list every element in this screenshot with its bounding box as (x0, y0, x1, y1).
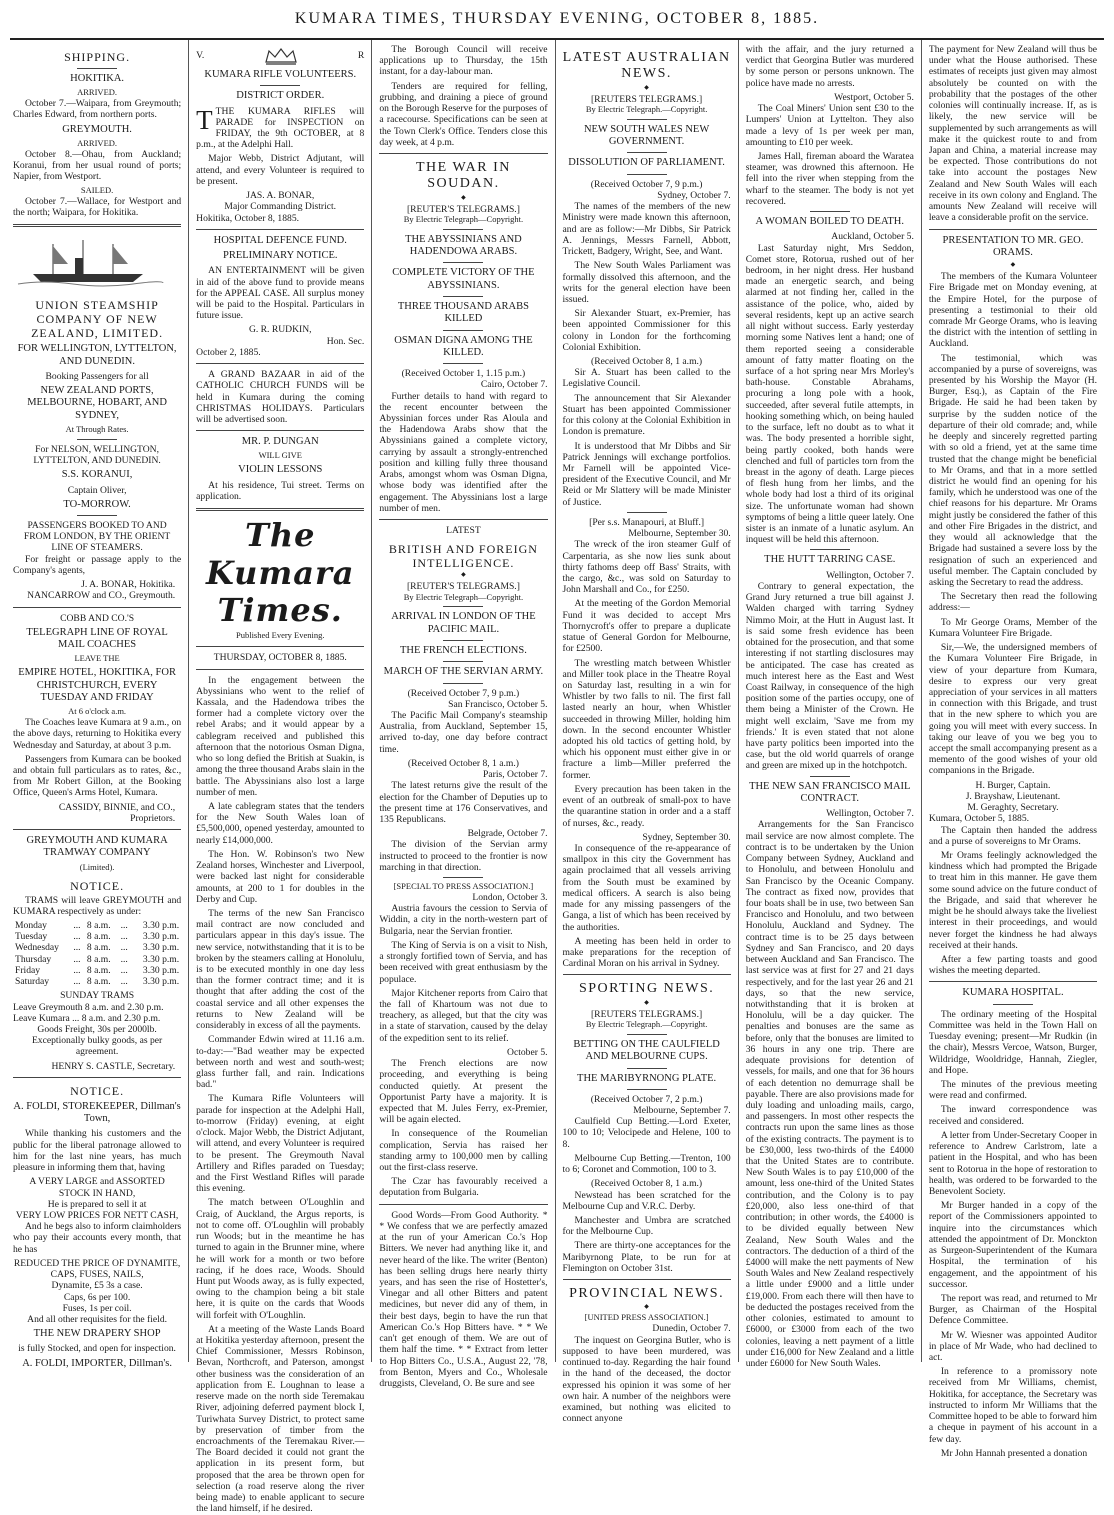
news-paragraph: In consequence of the re-appearance of smallpox in this city the Government has again proclaimed that all vessels arriving from the South must be examined by medical officers. A search is also being made for any missing passengers of the Ganga, a list of which has been received by the authorities. (562, 843, 731, 933)
tram-cell: ... (73, 931, 81, 943)
foldi-sell: He is prepared to sell it at (47, 1198, 147, 1210)
tram-row (13, 965, 181, 976)
news-paragraph: Major Kitchener reports from Cairo that the fall of Khartoum was not due to treachery, as alleged, but that the city was in a state of starvation, caused by the delay of the expedition sent to its relief. (379, 987, 548, 1044)
news-paragraph: Contrary to general expectation, the Grand Jury returned a true bill against J. Walden charged with tarring Sydney Nimmo Moir, at the Hutt in August last. It is said some fresh evidence has been obtained for the prosecution, and that some interesting if not startling disclosures may be anticipated. The case has created as much interest here as the East and West Coast Railway, in consequence of the high position some of the parties occupy, one of them being a Minister of the Crown. He might well exclaim, 'Save me from my friends.' It is even stated that not alone have party politics been imported into the case, but the old world quarrels of orange and green are mixed up in the hotchpotch. (745, 580, 914, 772)
union-route-2: For NELSON, WELLINGTON, LYTTELTON, AND DUNEDIN. (33, 443, 161, 467)
received-line: (Received October 1, 1.15 p.m.) (401, 368, 526, 380)
tram-cell: 8 a.m. (86, 931, 111, 943)
tram-goods: Goods Freight, 30s per 2000lb. Exceptionally bulky goods, as per agreement. (31, 1023, 163, 1058)
foldi-prices: VERY LOW PRICES FOR NETT CASH, (15, 1209, 179, 1221)
hokitika-heading: HOKITIKA. (70, 73, 125, 85)
news-paragraph: Melbourne Cup Betting.—Trenton, 100 to 6; Coronet and Commotion, 100 to 3. (562, 1152, 731, 1176)
address-date: Kumara, October 5, 1885. (928, 813, 1030, 825)
union-departure: TO-MORROW. (63, 498, 131, 510)
union-ports: NEW ZEALAND PORTS, MELBOURNE, HOBART, AND SYDNEY, (27, 385, 167, 421)
news-paragraph: Manchester and Umbra are scratched for the Melbourne Cup. (562, 1215, 731, 1238)
news-paragraph: The latest returns give the result of the election for the Chamber of Deputies up to the present time at 176 Conservatives, and 135 Republicans. (379, 780, 548, 825)
foldi-signature: A. FOLDI, IMPORTER, Dillman's. (22, 1357, 172, 1369)
latest-australian-heading: LATEST AUSTRALIAN NEWS. (562, 50, 731, 82)
union-route: FOR WELLINGTON, LYTTELTON, AND DUNEDIN. (17, 343, 177, 367)
tramway-limited: (Limited). (79, 861, 115, 872)
dateline: October 5. (507, 1046, 548, 1058)
dateline: Wellington, October 7. (826, 808, 914, 820)
latest-copyright: By Electric Telegraph—Copyright. (403, 591, 524, 602)
tram-cell: 8 a.m. (86, 920, 111, 931)
news-paragraph: Arrangements for the San Francisco mail service are now almost complete. The contract is to be undertaken by the Union Company between Sydney, Auckland and to Honolulu, and between Honolulu and San Francisco by the Oceanic Company. The contract as fixed now, provides that four boats shall be in use, two between San Francisco and Honolulu, and two between Honolulu, Auckland and Sydney. The contract time is to be 25 days between Sydney and San Francisco, and 20 days between Auckland and San Francisco. The last service was at first for 27 and 21 days respectively, and for the last year 26 and 21 days, so that the new service, notwithstanding that it is broken at Honolulu, will be a day quicker. The penalties and bonuses are the same as before, only that the bonuses are limited to 36 hours in any one trip. There are adequate provisions for detention of vessels, for mails, and one that for 36 hours of each detention no demurrage shall be payable. There are also provisions made for duly loading and unloading mails, cargo, and passengers. In most other respects the contracts run upon the same lines as those of the existing contracts. The payment is to be £30,000, less two-thirds of the £4000 that the United States are to contribute. New South Wales is to pay £10,000 of the amount, less one-third of the United States contribution, and the Colony is to pay £20,000, also less one-third of that contribution; in other words, the £4000 is to be divided equally between New Zealand, New South Wales and the contractors. The deduction of a third of the £4000 will make the nett payments of New South Wales and New Zealand respectively a little under £9000 and a little under £19,000. From each there will then have to be deducted the postages received from the other colonies, estimated to amount to £6000, or £3000 from each of the two colonies, leaving a nett payment of a little under £16,000 for New Zealand and a little under £6000 for New South Wales. (745, 819, 914, 1369)
tram-cell: ... (73, 953, 81, 965)
sailed-label: SAILED. (80, 184, 114, 195)
krv-heading: KUMARA RIFLE VOLUNTEERS. (204, 69, 357, 80)
news-paragraph: Mr W. Wiesner was appointed Auditor in place of Mr Wade, who had declined to act. (928, 1329, 1098, 1364)
greymouth-arrivals: October 8.—Ohau, from Auckland; Koranui, from her usual round of ports; Napier, from Westport. (13, 148, 182, 183)
news-paragraph: Austria favours the cession to Servia of Widdin, a city in the north-western part of Bulgaria, near the Servian frontier. (379, 903, 548, 937)
tram-cell: 8 a.m. (86, 953, 111, 965)
tram-row (13, 931, 181, 942)
cobb-proprietors: CASSIDY, BINNIE, and CO., Proprietors. (58, 801, 176, 824)
latest-source: [REUTER'S TELEGRAMS.] (406, 581, 520, 593)
foldi-stock: A VERY LARGE and ASSORTED STOCK IN HAND, (29, 1176, 165, 1199)
foldi-drapery-text: is fully Stocked, and open for inspection. (18, 1343, 176, 1355)
news-paragraph: Last Saturday night, Mrs Seddon, Comet store, Rotorua, rushed out of her bedroom, in her night dress. Her husband made an energetic search, and being alarmed at not finding her, called in the assistance of the police, who, aided by several residents, kept up an active search all night without success. Early yesterday morning some Natives lent a hand; one of them reported seeing a considerable amount of fatty matter floating on the surface of a hot spring near Mrs Morley's bath-house. Constable Abrahams, procuring a long pole with a hook, succeeded, after several futile attempts, in hooking something which, on being hauled to the surface, left no doubt as to what it was. The body presented a horrible sight, being partly cooked, both hands were clenched and full of particles torn from the breast in the agony of death. Large pieces of flesh hung from her limbs, and the whole body had lost a third of its original size. The unfortunate woman had shown symptoms of being a little queer lately. One sister is an inmate of a lunatic asylum. An inquest will be held this afternoon. (745, 242, 914, 546)
vr-crest (196, 46, 364, 66)
signatory: M. Geraghty, Secretary. (967, 802, 1059, 814)
hdf-signature: G. R. RUDKIN, (248, 324, 312, 336)
hop-bitters-advert: Good Words—From Good Authority. * * We confess that we are perfectly amazed at the run of your American Co.'s Hop Bitters. We never had anything like it, and never heard of the like. The writer (Benton) has been selling drugs here nearly thirty years, and has seen the rise of Hostetter's, Vinegar and all other Bitters and patent medicines, but never did any of them, in their best days, begin to have the run that American Co.'s Hop Bitters have. * * We can't get enough of them. We are out of them half the time. * * Extract from letter to Hop Bitters Co., U.S.A., August 22, '78, from Benton, Myers and Co., Wholesale druggists, Cleveland, O. Be sure and see (379, 1209, 548, 1389)
shipping-heading: SHIPPING. (64, 50, 131, 64)
received-line: (Received October 7, 9 p.m.) (407, 687, 520, 699)
war-text: Further details to hand with regard to the recent encounter between the Abyssinian forces under Ras Aloula and the Hadendowa Arabs show that the Abyssinians gained a complete victory, carrying by assault a strongly-entrenched position and killing fully three thousand Arabs, amongst whom was Osman Digna, whose body was identified after the engagement. The Abyssinians lost a large number of men. (379, 390, 548, 514)
violin-lessons: VIOLIN LESSONS (238, 464, 323, 476)
grand-bazaar: A GRAND BAZAAR in aid of the CATHOLIC CHURCH FUNDS will be held in Kumara during the coming CHRISTMAS HOLIDAYS. Particulars will be advertised soon. (196, 369, 365, 425)
news-paragraph: At the meeting of the Gordon Memorial Fund it was decided to accept Mrs Thornycroft's offer to prepare a duplicate statue of General Gordon for Melbourne, for £2500. (562, 598, 731, 655)
news-paragraph: The Pacific Mail Company's steamship Australia, from Auckland, September 15, arrived to-day, one day before contract time. (379, 710, 548, 755)
foldi-drapery: THE NEW DRAPERY SHOP (33, 1328, 161, 1340)
dateline: Belgrade, October 7. (467, 828, 548, 840)
editorial-paragraph: In the engagement between the Abyssinians who went to the relief of Kassala, and the Hadendowa tribes the former had a complete victory over the rebel Arabs; and it would appear by a cablegram received and published this afternoon that the notorious Osman Digna, who so long defied the British at Suakin, is among the three thousand Arabs slain in the battle. The Abyssinians also lost a large number of men. (196, 674, 365, 798)
cobb-route: EMPIRE HOTEL, HOKITIKA, FOR CHRISTCHURCH, EVERY TUESDAY AND FRIDAY (18, 667, 176, 703)
tramway-notice: NOTICE. (70, 878, 125, 893)
dungan-will-give: WILL GIVE (258, 450, 302, 461)
tram-cell: ... (73, 976, 81, 988)
news-paragraph: The wrestling match between Whistler and Miller took place in the Theatre Royal on Saturday last, resulting in a win for Whistler by two falls to nil. The first fall lasted nearly an hour, when Whistler succeeded in throwing Miller, holding him down. In the second encounter Whistler adopted his old tactics of getting hold, by which his opponent must either give in or fracture a limb—Miller preferred the former. (562, 657, 731, 781)
war-source: [REUTER'S TELEGRAMS.] (406, 203, 520, 215)
news-paragraph: It is understood that Mr Dibbs and Sir Patrick Jennings will exchange portfolios. Mr Farnell will be appointed Vice-president of the Executive Council, and Mr Reid or Mr Slattery will be made Minister of Justice. (562, 440, 731, 508)
signatory: H. Burger, Captain. (975, 779, 1051, 791)
news-paragraph: The Secretary then read the following address:— (928, 591, 1098, 614)
dateline: London, October 3. (472, 892, 548, 903)
editorial-paragraph: The terms of the new San Francisco mail contract are now concluded and particulars appear in this day's issue. The new service, notwithstanding that it is to be broken by the steamers calling at Honolulu, is to be executed monthly in one day less than the former contract time; and it is thought that after adding the cost of the coastal service and all other expenses the returns to New Zealand will be considerably in excess of all the payments. (196, 907, 365, 1032)
tram-cell: Monday (15, 920, 47, 931)
krv-date: Hokitika, October 8, 1885. (196, 212, 300, 224)
union-agent-1: J. A. BONAR, Hokitika. (81, 579, 176, 591)
editorial-paragraph: The Kumara Rifle Volunteers will parade for inspection at the Adelphi Hall, to-morrow (Friday) evening, at eight o'clock. Major Webb, the District Adjutant, will attend, and every Volunteer is required to be present. The Greymouth Naval Artillery and Rifles paraded on Tuesday; and the First Westland Rifles will parade this evening. (196, 1093, 365, 1195)
column-1 (10, 40, 188, 1369)
news-paragraph: Sir Alexander Stuart, ex-Premier, has been appointed Commissioner for this colony in London for the forthcoming Colonial Exhibition. (562, 308, 731, 353)
news-paragraph: James Hall, fireman aboard the Waratea steamer, was drowned this afternoon. He fell into the river when stepping from the wharf to the steamer. The body is not yet recovered. (745, 150, 914, 207)
masthead: KUMARA TIMES, THURSDAY EVENING, OCTOBER 8, 1885. (294, 10, 820, 27)
presentation-heading: PRESENTATION TO MR. GEO. ORAMS. (942, 234, 1084, 258)
sporting-news-heading: SPORTING NEWS. (578, 981, 715, 997)
foldi-caps: Caps, 6s per 100. (63, 1291, 131, 1303)
war-subheading: THREE THOUSAND ARABS KILLED (397, 301, 529, 325)
tram-cell: Saturday (15, 976, 50, 988)
tram-row (13, 954, 181, 965)
maribyrnong-heading: THE MARIBYRNONG PLATE. (577, 1072, 717, 1084)
dateline: Dunedin, October 7. (652, 1323, 731, 1335)
dateline: Melbourne, September 7. (633, 1105, 731, 1117)
tram-cell: 3.30 p.m. (142, 953, 180, 965)
crest-letter-r: R (357, 50, 365, 62)
news-paragraph: The inward correspondence was received and considered. (928, 1104, 1098, 1127)
tram-cell: 3.30 p.m. (142, 920, 180, 931)
news-paragraph: The New South Wales Parliament was formally dissolved this afternoon, and the writs for the general election have been issued. (562, 260, 731, 305)
tram-cell: ... (73, 964, 81, 976)
foldi-requisites: And all other requisites for the field. (27, 1313, 168, 1325)
sunday-trams-heading: SUNDAY TRAMS (60, 990, 135, 1002)
foldi-notice: NOTICE. (70, 1083, 125, 1098)
borough-council-notice: The Borough Council will receive applications up to Thursday, the 15th instant, for a day-labour man. (379, 44, 548, 78)
union-apply: For freight or passage apply to the Company's agents, (13, 553, 182, 576)
issue-date: THURSDAY, OCTOBER 8, 1885. (213, 652, 347, 664)
news-paragraph: The minutes of the previous meeting were read and confirmed. (928, 1079, 1098, 1102)
la-source: [REUTERS TELEGRAMS.] (590, 93, 703, 105)
news-paragraph: Sir A. Stuart has been called to the Legislative Council. (562, 367, 731, 390)
received-line: (Received October 7, 2 p.m.) (590, 1093, 703, 1105)
union-london: PASSENGERS BOOKED TO AND FROM LONDON, BY THE ORIENT LINE OF STEAMERS. (23, 520, 171, 554)
tram-row (13, 942, 181, 953)
hdf-date: October 2, 1885. (196, 346, 261, 358)
editorial-paragraph: The match between O'Loughlin and Craig, of Auckland, the Argus reports, is not to come off. O'Loughlin will probably run Woods; but in the meantime he has turned to again in the Brunner mine, where he will work for a month or two before racing, if he does race, Woods. Should Hunt put Woods away, as is fully expected, owing to the champion being a bit stale here, it is quite on the cards that Woods will forfeit with O'Loughlin. (196, 1197, 365, 1321)
foldi-reduced: REDUCED THE PRICE OF DYNAMITE, CAPS, FUSES, NAILS, (13, 1257, 181, 1281)
received-line: (Received October 8, 1 a.m.) (407, 757, 519, 769)
foreign-intelligence-heading: BRITISH AND FOREIGN INTELLIGENCE. (388, 542, 538, 571)
war-subheading: OSMAN DIGNA AMONG THE KILLED. (394, 334, 533, 358)
news-paragraph: The inquest on Georgina Butler, who is supposed to have been murdered, was continued to-day. Regarding the hair found in the hand of the deceased, the doctor expressed his opinion it was some of her own hair. A number of the neighbors were examined, but nothing was elicited to connect anyone (562, 1334, 731, 1425)
greymouth-heading: GREYMOUTH. (62, 123, 132, 135)
signatory: J. Brayshaw, Lieutenant. (965, 790, 1061, 802)
tram-cell: ... (120, 920, 128, 931)
foldi-text: While thanking his customers and the public for the liberal patronage allowed to him for the last nine years, has much pleasure in informing them that, having (13, 1128, 182, 1174)
tram-timetable (13, 920, 181, 987)
columns (10, 38, 1104, 1515)
tram-cell: 8 a.m. (86, 942, 111, 954)
editorial-paragraph: Commander Edwin wired at 11.16 a.m. to-day:—"Bad weather may be expected between north and west and south-west; glass further fall, and rain. Indications bad." (196, 1034, 365, 1091)
dateline: Wellington, October 7. (826, 569, 914, 581)
arrived-label: ARRIVED. (77, 87, 118, 98)
news-paragraph: Mr John Hannah presented a donation (940, 1447, 1088, 1459)
steamship-illustration (13, 236, 163, 286)
column-3: The Borough Council will receive applications up to Thursday, the 15th instant, for a day-labour man. Tenders are required for felling, grubbing, and draining a piece of ground on the Borough Reserve for the purposes of a racecourse. Specifications can be seen at the Town Clerk's Office. Tenders close this day week, at 4 p.m. THE WAR IN SOUDAN. ◆ [REUTER'S TELEGRAMS.] By Electric Telegraph—Copyright. THE ABYSSINIANS AND HADENDOWA ARABS. COMPLETE VICTORY OF THE ABYSSINIANS. THREE THOUSAND ARABS KILLED OSMAN DIGNA AMONG THE KILLED. (Received October 1, 1.15 p.m.) Cairo, October 7. Further details to hand with regard to the recent encounter between the Abyssinian forces under Ras Aloula and the Hadendowa Arabs show that the Abyssinians gained a complete victory, carrying by assault a strongly-entrenched position and killing fully three thousand Arabs, amongst whom was Osman Digna, whose body was identified after the engagement. The Abyssinians lost a large number of men. LATEST BRITISH AND FOREIGN INTELLIGENCE. ◆ [REUTER'S TELEGRAMS.] By Electric Telegraph—Copyright. ARRIVAL IN LONDON OF THE PACIFIC MAIL. THE FRENCH ELECTIONS. MARCH OF THE SERVIAN ARMY. (Received October 7, 9 p.m.) San Francisco, October 5. The Pacific Mail Company's steamship Australia, from Auckland, September 15, arrived to-day, one day before contract time. (Received October 8, 1 a.m.) Paris, October 7. The latest returns give the result of the election for the Chamber of Deputies up to the present time at 176 Conservatives, and 135 Republicans. Belgrade, October 7. The division of the Servian army instructed to proceed to the frontier is now marching in that direction. [SPECIAL TO PRESS ASSOCIATION.] London, October 3. Austria favours the cession to Servia of Widdin, a city in the north-western part of Bulgaria, near the Servian frontier. The King of Servia is on a visit to Nish, a strongly fortified town of Servia, and has been received with great enthusiasm by the populace. Major Kitchener reports from Cairo that the fall of Khartoum was not due to treachery, as alleged, but that the city was in a state of starvation, caused by the delay of the expedition sent to its relief. October 5. The French elections are now proceeding, and everything is being conducted quietly. At present the Opportunist Party have a majority. It is expected that M. Jules Ferry, ex-Premier, will be again elected. In consequence of the Roumelian complication, Servia has raised her standing army to 100,000 men by calling out the first-class reserve. The Czar has favourably received a deputation from Bulgaria. Good Words—From Good Authority. * * We confess that we are perfectly amazed at the run of your American Co.'s Hop Bitters. We never had anything like it, and never heard of the like. The writer (Benton) has been selling drugs here nearly thirty years, and has seen the rise of Hostetter's, Vinegar and all other Bitters and patent medicines, but never did any of them, in their best days, begin to have the run that American Co.'s Hop Bitters have. * * We can't get enough of them. We are out of them half the time. * * Extract from letter to Hop Bitters Co., U.S.A., August 22, '78, from Benton, Myers and Co., Wholesale druggists, Cleveland, O. Be sure and see (371, 40, 554, 1362)
sp-source: [REUTERS TELEGRAMS.] (590, 1008, 703, 1020)
news-paragraph: Every precaution has been taken in the event of an outbreak of small-pox to have the quarantine station in order and a a staff of nurses, &c., ready. (562, 783, 731, 829)
tram-cell: ... (120, 964, 128, 976)
hokitika-arrivals: October 7.—Waipara, from Greymouth; Charles Edward, from northern ports. (13, 98, 182, 121)
sunday-tram-2: Leave Kumara ... 8 a.m. and 2.30 p.m. (13, 1012, 161, 1024)
union-captain: Captain Oliver, (67, 484, 127, 496)
crest-letter-v: V. (196, 50, 205, 62)
mail-contract-heading: THE NEW SAN FRANCISCO MAIL CONTRACT. (749, 780, 911, 804)
tram-cell: ... (120, 942, 128, 954)
tram-cell: ... (73, 920, 81, 931)
crown-icon (261, 46, 301, 66)
news-paragraph: A meeting has been held in order to make preparations for the reception of Cardinal Moran on his arrival in Sydney. (562, 935, 731, 970)
foldi-heading: A. FOLDI, STOREKEEPER, Dillman's Town, (13, 1100, 181, 1125)
betting-heading: BETTING ON THE CAULFIELD AND MELBOURNE CUPS. (573, 1038, 720, 1063)
tram-cell: 3.30 p.m. (142, 976, 180, 988)
union-ship: S.S. KORANUI, (61, 469, 133, 481)
news-paragraph: In consequence of the Roumelian complication, Servia has raised her standing army to 100,000 men by calling out the first-class reserve. (379, 1128, 548, 1174)
dateline: Paris, October 7. (483, 769, 548, 781)
war-heading: THE WAR IN SOUDAN. (416, 159, 511, 192)
french-elections-heading: THE FRENCH ELECTIONS. (399, 645, 527, 656)
received-line: (Received October 7, 9 p.m.) (590, 178, 703, 190)
tram-cell: 3.30 p.m. (142, 931, 180, 943)
news-paragraph: The members of the Kumara Volunteer Fire Brigade met on Monday evening, at the Empire Hotel, for the purpose of presenting a testimonial to their old comrade Mr George Orams, who is leaving the district with the intention of settling in Auckland. (928, 271, 1098, 350)
news-paragraph: After a few parting toasts and good wishes the meeting departed. (928, 953, 1098, 977)
tram-cell: Wednesday (15, 942, 59, 954)
krv-order-2: Major Webb, District Adjutant, will attend, and every Volunteer is required to be present. (196, 153, 365, 187)
foldi-fuses: Fuses, 1s per coil. (62, 1302, 132, 1314)
war-subheading: THE ABYSSINIANS AND HADENDOWA ARABS. (405, 233, 522, 258)
tram-cell: ... (120, 976, 128, 988)
tram-secretary: HENRY S. CASTLE, Secretary. (51, 1060, 176, 1072)
dissolution-heading: DISSOLUTION OF PARLIAMENT. (568, 157, 725, 169)
tram-row (13, 920, 181, 931)
krv-order-text: THE KUMARA RIFLES will PARADE for INSPECTION on FRIDAY, the 9th OCTOBER, at 8 p.m., at the Adelphi Hall. (196, 105, 365, 151)
news-paragraph: The wreck of the iron steamer Gulf of Carpentaria, as she now lies sunk about thirty fathoms deep off Bass' Straits, with the cargo, &c., was sold on Saturday to John Marshall and Co., for £250. (562, 539, 731, 596)
press-association-source: [SPECIAL TO PRESS ASSOCIATION.] (393, 881, 534, 892)
tram-row (13, 976, 181, 987)
tram-cell: Thursday (15, 953, 52, 965)
tramway-heading: GREYMOUTH AND KUMARA TRAMWAY COMPANY (26, 835, 168, 859)
dungan-heading: MR. P. DUNGAN (241, 436, 319, 448)
news-paragraph: The announcement that Sir Alexander Stuart has been appointed Commissioner for this colony at the Colonial Exhibition in London is premature. (562, 392, 731, 438)
news-paragraph: The Czar has favourably received a deputation from Bulgaria. (379, 1176, 548, 1199)
tram-cell: 8 a.m. (86, 964, 111, 976)
dateline: Melbourne, September 30. (628, 528, 731, 540)
news-paragraph: There are thirty-one acceptances for the Maribyrnong Plate, to be run for at Flemington on October 31st. (562, 1240, 731, 1274)
dateline: Sydney, October 7. (657, 189, 731, 201)
la-copyright: By Electric Telegraph.—Copyright. (585, 103, 708, 114)
column-6: The payment for New Zealand will thus be under what the House authorised. These estimates of receipts just given may almost absolutely be counted on with the probability that the postages of the other colonies will continually increase. If, as is likely, the new service will be supplemented by such arrangements as will make it the quickest route to and from Japan and China, a material increase may be expected. Those contributions do not take into account the postages New Zealand and New South Wales will each receive in its own colony and England. The amounts New Zealand will receive will leave a considerable profit on the service. PRESENTATION TO MR. GEO. ORAMS. ◆ The members of the Kumara Volunteer Fire Brigade met on Monday evening, at the Empire Hotel, for the purpose of presenting a testimonial to their old comrade Mr George Orams, who is leaving the district with the intention of settling in Auckland. The testimonial, which was accompanied by a purse of sovereigns, was presented by his Worship the Mayor (H. Burger, Esq.), as Captain of the Fire Brigade. He said he had been taken by surprise by the sudden notice of the departure of their old comrade; and, while he deeply and sincerely regretted parting with so old a friend, yet at the same time trusted that the change might be beneficial to Mr Orams, and that in a more settled district he would find an opening for his family, which he understood was one of the chief reasons for his departure. Mr Orams might justly be considered the father of this and other Fire Brigades in the district, and they would all acknowledge that the Brigade had sustained a severe loss by the resignation of such an experienced and useful member. The Captain concluded by asking the Secretary to read the address. The Secretary then read the following address:— To Mr George Orams, Member of the Kumara Volunteer Fire Brigade. Sir,—We, the undersigned members of the Kumara Volunteer Fire Brigade, in view of your departure from Kumara, desire to express our very great appreciation of your services in all matters in connection with this Brigade, and trust that in the new sphere to which you are going you will meet with every success. In taking our leave of you we beg you to accept the small accompanying present as a memento of the good wishes of your old companions in the Brigade. H. Burger, Captain. J. Brayshaw, Lieutenant. M. Geraghty, Secretary. Kumara, October 5, 1885. The Captain then handed the address and a purse of sovereigns to Mr Orams. Mr Orams feelingly acknowledged the kindness which had prompted the Brigade to treat him in this manner. He gave them some sound advice on the future conduct of the Brigade, and said that wherever he might be he should always take the liveliest interest in their proceedings, and would never forget the kindness he had always received at their hands. After a few parting toasts and good wishes the meeting departed. KUMARA HOSPITAL. The ordinary meeting of the Hospital Committee was held in the Town Hall on Tuesday evening; present—Mr Rudkin (in the chair), Messrs Vercoe, Watson, Burger, Wildridge, Wooldridge, Hannah, Ziegler, and Hope. The minutes of the previous meeting were read and confirmed. The inward correspondence was received and considered. A letter from Under-Secretary Cooper in reference to Andrew Carlstrom, late a patient in the Hospital, and who has been sent to Rotorua in the hope of restoration to health, was ordered to be forwarded to the Benevolent Society. Mr Burger handed in a copy of the report of the Commissioners appointed to inquire into the circumstances which attended the appointment of Dr. Monckton as Surgeon-Superintendent of the Kumara Hospital, the termination of his engagement, and the appointment of his successor. The report was read, and returned to Mr Burger, as Chairman of the Hospital Defence Committee. Mr W. Wiesner was appointed Auditor in place of Mr Wade, who had declined to act. In reference to a promissory note received from Mr Williams, chemist, Hokitika, for acceptance, the Secretary was instructed to inform Mr Williams that the Committee hoped to be able to forward him a cheque in payment of his account in a few day. Mr John Hannah presented a donation (921, 40, 1104, 1362)
greymouth-sailings: October 7.—Wallace, for Westport and the north; Waipara, for Hokitika. (13, 195, 182, 218)
war-copyright: By Electric Telegraph—Copyright. (403, 213, 524, 224)
news-paragraph: The report was read, and returned to Mr Burger, as Chairman of the Hospital Defence Committee. (928, 1292, 1098, 1327)
union-agent-2: NANCARROW and CO., Greymouth. (27, 590, 176, 602)
union-rates: At Through Rates. (65, 423, 129, 434)
news-paragraph: The ordinary meeting of the Hospital Committee was held in the Town Hall on Tuesday evening; present—Mr Rudkin (in the chair), Messrs Vercoe, Watson, Burger, Wildridge, Wooldridge, Hannah, Ziegler, and Hope. (928, 1008, 1098, 1076)
column-4: LATEST AUSTRALIAN NEWS. ◆ [REUTERS TELEGRAMS.] By Electric Telegraph.—Copyright. NEW SOUTH WALES NEW GOVERNMENT. DISSOLUTION OF PARLIAMENT. (Received October 7, 9 p.m.) Sydney, October 7. The names of the members of the new Ministry were made known this afternoon, and are as follow:—Mr Dibbs, Sir Patrick A. Jennings, Messrs Farnell, Abbott, Trickett, Badgery, Wright, See, and Want. The New South Wales Parliament was formally dissolved this afternoon, and the writs for the general election have been issued. Sir Alexander Stuart, ex-Premier, has been appointed Commissioner for this colony in London for the forthcoming Colonial Exhibition. (Received October 8, 1 a.m.) Sir A. Stuart has been called to the Legislative Council. The announcement that Sir Alexander Stuart has been appointed Commissioner for this colony at the Colonial Exhibition in London is premature. It is understood that Mr Dibbs and Sir Patrick Jennings will exchange portfolios. Mr Farnell will be appointed Vice-president of the Executive Council, and Mr Reid or Mr Slattery will be made Minister of Justice. [Per s.s. Manapouri, at Bluff.] Melbourne, September 30. The wreck of the iron steamer Gulf of Carpentaria, as she now lies sunk about thirty fathoms deep off Bass' Straits, with the cargo, &c., was sold on Saturday to John Marshall and Co., for £250. At the meeting of the Gordon Memorial Fund it was decided to accept Mrs Thornycroft's offer to prepare a duplicate statue of General Gordon for Melbourne, for £2500. The wrestling match between Whistler and Miller took place in the Theatre Royal on Saturday last, resulting in a win for Whistler by two falls to nil. The first fall lasted nearly an hour, when Whistler succeeded in throwing Miller, holding him down. In the second encounter Whistler adopted his old tactics of getting hold, by which his opponent must either give in or fracture a limb—Miller preferred the former. Every precaution has been taken in the event of an outbreak of small-pox to have the quarantine station in order and a a staff of nurses, &c., ready. Sydney, September 30. In consequence of the re-appearance of smallpox in this city the Government has again proclaimed that all vessels arriving from the South must be examined by medical officers. A search is also being made for any missing passengers of the Ganga, a list of which has been received by the authorities. A meeting has been held in order to make preparations for the reception of Cardinal Moran on his arrival in Sydney. SPORTING NEWS. ◆ [REUTERS TELEGRAMS.] By Electric Telegraph.—Copyright. BETTING ON THE CAULFIELD AND MELBOURNE CUPS. THE MARIBYRNONG PLATE. (Received October 7, 2 p.m.) Melbourne, September 7. Caulfield Cup Betting.—Lord Exeter, 100 to 10; Velocipede and Helene, 100 to 8. Melbourne Cup Betting.—Trenton, 100 to 6; Coronet and Commotion, 100 to 3. (Received October 8, 1 a.m.) Newstead has been scratched for the Melbourne Cup and V.R.C. Derby. Manchester and Umbra are scratched for the Melbourne Cup. There are thirty-one acceptances for the Maribyrnong Plate, to be run for at Flemington on October 31st. PROVINCIAL NEWS. ◆ [UNITED PRESS ASSOCIATION.] Dunedin, October 7. The inquest on Georgina Butler, who is supposed to have been murdered, was continued to-day. Regarding the hair found in the hand of the deceased, the doctor expressed his opinion it was some of her own hair. A number of the neighbors were examined, but nothing was elicited to connect anyone (555, 40, 738, 1362)
published-line: Published Every Evening. (235, 630, 325, 641)
tram-cell: 3.30 p.m. (142, 942, 180, 954)
union-heading: UNION STEAMSHIP COMPANY OF NEW ZEALAND, LIMITED. (31, 298, 164, 341)
district-order: DISTRICT ORDER. (236, 90, 325, 102)
news-paragraph: The French elections are now proceeding, and everything is being conducted quietly. At present the Opportunist Party have a majority. It is expected that M. Jules Ferry, ex-Premier, will be again elected. (379, 1058, 548, 1126)
news-paragraph: The names of the members of the new Ministry were made known this afternoon, and are as follow:—Mr Dibbs, Sir Patrick A. Jennings, Messrs Farnell, Abbott, Trickett, Badgery, Wright, See, and Want. (562, 201, 731, 258)
nsw-heading: NEW SOUTH WALES NEW GOVERNMENT. (583, 123, 710, 148)
address-text: Sir,—We, the undersigned members of the Kumara Volunteer Fire Brigade, in view of your departure from Kumara, desire to express our very great appreciation of your services in all matters in connection with this Brigade, and trust that in the new sphere to which you are going you will meet with every success. In taking our leave of you we beg you to accept the small accompanying present as a memento of the good wishes of your old companions in the Brigade. (928, 642, 1098, 777)
news-paragraph: A letter from Under-Secretary Cooper in reference to Andrew Carlstrom, late a patient in the Hospital, and who has been sent to Rotorua in the hope of restoration to health, was ordered to be forwarded to the Benevolent Society. (928, 1129, 1098, 1197)
news-paragraph: Mr Burger handed in a copy of the report of the Commissioners appointed to inquire into the circumstances which attended the appointment of Dr. Monckton as Surgeon-Superintendent of the Kumara Hospital, the termination of his engagement, and the appointment of his successor. (928, 1200, 1098, 1290)
news-paragraph: with the affair, and the jury returned a verdict that Georgina Butler was murdered by some person or persons unknown. The police have made no arrests. (745, 44, 914, 89)
hospital-defence-heading: HOSPITAL DEFENCE FUND. (213, 234, 347, 246)
cobb-text-2: Passengers from Kumara can be booked and obtain full particulars as to rates, &c., from Mr Robert Gillon, at the Booking Office, Queen's Arms Hotel, Kumara. (13, 753, 182, 799)
dungan-text: At his residence, Tui street. Terms on application. (196, 479, 365, 502)
news-paragraph: The Captain then handed the address and a purse of sovereigns to Mr Orams. (928, 824, 1098, 847)
dateline: San Francisco, October 5. (448, 698, 548, 710)
news-paragraph: In reference to a promissory note received from Mr Williams, chemist, Hokitika, for acceptance, the Secretary was instructed to inform Mr Williams that the Committee hoped to be able to forward him a cheque in payment of his account in a few day. (928, 1366, 1098, 1445)
hutt-tarring-heading: THE HUTT TARRING CASE. (764, 554, 896, 566)
pr-source: [UNITED PRESS ASSOCIATION.] (584, 1312, 709, 1323)
arrival-heading: ARRIVAL IN LONDON OF THE PACIFIC MAIL. (391, 611, 536, 635)
cobb-leave: LEAVE THE (74, 653, 120, 664)
news-paragraph: The Coal Miners' Union sent £30 to the Lumpers' Union at Lyttelton. They also made a levy of 1s per week per man, amounting to £10 per week. (745, 103, 914, 148)
news-paragraph: Caulfield Cup Betting.—Lord Exeter, 100 to 10; Velocipede and Helene, 100 to 8. (562, 1116, 731, 1150)
tram-cell: ... (120, 953, 128, 965)
arrived-label: ARRIVED. (77, 137, 118, 148)
manapouri-source: [Per s.s. Manapouri, at Bluff.] (589, 516, 705, 528)
address-recipient: To Mr George Orams, Member of the Kumara Volunteer Fire Brigade. (928, 616, 1098, 639)
editorial-paragraph: At a meeting of the Waste Lands Board at Hokitika yesterday afternoon, present the Chief Commissioner, Messrs Robinson, Bevan, Northcroft, and Paterson, amongst other business was the consideration of an application from E. Loughnan to lease a reserve made on the north side Teremakau River, adjoining deferred payment block I, Turiwhata Survey District, to protect same by preservation of timber from the encroachments of the Teremakau River.—The Board decided it could not grant the application in its present form, but proposed that the area be thrown open for selection (a road reserve along the river being made) to enable applicant to secure the land himself, if he desired. (196, 1323, 365, 1515)
column-2 (188, 40, 371, 1515)
newspaper-title: The Kumara Times. (205, 516, 355, 629)
received-line: (Received October 8, 1 a.m.) (591, 1178, 703, 1190)
hdf-text: AN ENTERTAINMENT will be given in aid of the above fund to provide means for the APPEAL CASE. All surplus money will be paid to the Hospital. Particulars in future issue. (196, 265, 365, 322)
union-text: Booking Passengers for all (45, 370, 149, 382)
editorial-paragraph: A late cablegram states that the tenders for the New South Wales loan of £5,500,000, opened yesterday, amounted to nearly £14,000,000. (196, 800, 365, 846)
tramway-text: TRAMS will leave GREYMOUTH and KUMARA respectively as under: (13, 894, 182, 917)
tram-cell: 8 a.m. (86, 976, 111, 988)
cobb-time: At 6 o'clock a.m. (68, 706, 127, 717)
cobb-line: TELEGRAPH LINE OF ROYAL MAIL COACHES (26, 626, 168, 651)
foldi-claimholders: And he begs also to inform claimholders who pay their accounts every month, that he has (13, 1221, 182, 1255)
provincial-news-heading: PROVINCIAL NEWS. (569, 1286, 725, 1302)
latest-heading: LATEST (446, 524, 481, 536)
hdf-secretary: Hon. Sec. (326, 335, 365, 347)
received-line: (Received October 8, 1 a.m.) (591, 356, 703, 368)
news-paragraph: The payment for New Zealand will thus be under what the House authorised. These estimates of receipts just given may almost absolutely be counted on with the probability that the postages of the other colonies will continually increase. If, as is likely, the new service will be supplemented by such arrangements as will make it the quickest route to and from Japan and China, a material increase may be expected. Those contributions do not take into account the postages New Zealand and New South Wales will each receive in its own colony and England. The amounts New Zealand will receive will leave a considerable profit on the service. (928, 44, 1098, 224)
preliminary-notice: PRELIMINARY NOTICE. (222, 250, 338, 262)
krv-order: TTHE KUMARA RIFLES will PARADE for INSPECTION on FRIDAY, the 9th OCTOBER, at 8 p.m., at the Adelphi Hall. (196, 104, 365, 151)
cobb-text-1: The Coaches leave Kumara at 9 a.m., on the above days, returning to Hokitika every Wednesday and Saturday, at about 3 p.m. (13, 717, 182, 751)
tram-cell: Tuesday (15, 931, 48, 943)
tram-cell: ... (120, 931, 128, 943)
war-subheading: COMPLETE VICTORY OF THE ABYSSINIANS. (392, 267, 535, 291)
news-paragraph: The King of Servia is on a visit to Nish, a strongly fortified town of Servia, and has been received with great enthusiasm by the populace. (379, 939, 548, 985)
tram-cell: 3.30 p.m. (142, 964, 180, 976)
tram-cell: Friday (15, 964, 41, 976)
column-5 (738, 40, 921, 1369)
sunday-tram-1: Leave Greymouth 8 a.m. and 2.30 p.m. (13, 1001, 164, 1013)
editorial-paragraph: The Hon. W. Robinson's two New Zealand horses, Winchester and Liverpool, were backed last night for considerable amounts, at 200 to 1 for doubles in the Derby and Cup. (196, 848, 365, 905)
woman-boiled-heading: A WOMAN BOILED TO DEATH. (755, 216, 904, 228)
tenders-notice: Tenders are required for felling, grubbing, and draining a piece of ground on the Borough Reserve for the purposes of a racecourse. Specifications can be seen at the Town Clerk's Office. Tenders close this day week, at 4 p.m. (379, 80, 548, 148)
news-paragraph: The division of the Servian army instructed to proceed to the frontier is now marching in that direction. (379, 839, 548, 873)
news-paragraph: Mr Orams feelingly acknowledged the kindness which had prompted the Brigade to treat him in this manner. He gave them some sound advice on the future conduct of the Brigade, and said that wherever he might be he should always take the liveliest interest in their proceedings, and would never forget the kindness he had always received at their hands. (928, 850, 1098, 951)
dateline: Cairo, October 7. (480, 379, 548, 391)
dateline: Westport, October 5. (834, 91, 914, 103)
sp-copyright: By Electric Telegraph.—Copyright. (585, 1019, 708, 1030)
news-paragraph: The testimonial, which was accompanied by a purse of sovereigns, was presented by his Worship the Mayor (H. Burger, Esq.), as Captain of the Fire Brigade. He said he had been taken by surprise by the sudden notice of the departure of their old comrade; and, while he deeply and sincerely regretted parting with so old a friend, yet at the same time trusted that the change might be beneficial to Mr Orams, and that in a more settled district he would find an opening for his family, which he understood was one of the chief reasons for his departure. Mr Orams might justly be considered the father of this and other Fire Brigades in the district, and they would all acknowledge that the Brigade had sustained a severe loss by the resignation of such an experienced and useful member. The Captain concluded by asking the Secretary to read the address. (928, 352, 1098, 588)
krv-rank: Major Commanding District. (224, 201, 337, 213)
krv-signature: JAS. A. BONAR, (246, 190, 315, 202)
news-paragraph: Newstead has been scratched for the Melbourne Cup and V.R.C. Derby. (562, 1189, 731, 1212)
tram-cell: ... (73, 942, 81, 954)
dateline: Sydney, September 30. (642, 831, 731, 843)
cobb-heading: COBB AND CO.'S (60, 612, 135, 624)
servian-army-heading: MARCH OF THE SERVIAN ARMY. (383, 666, 544, 678)
foldi-dynamite: Dynamite, £5 3s a case. (51, 1280, 143, 1292)
kumara-hospital-heading: KUMARA HOSPITAL. (962, 987, 1064, 999)
dateline: Auckland, October 5. (831, 231, 914, 243)
